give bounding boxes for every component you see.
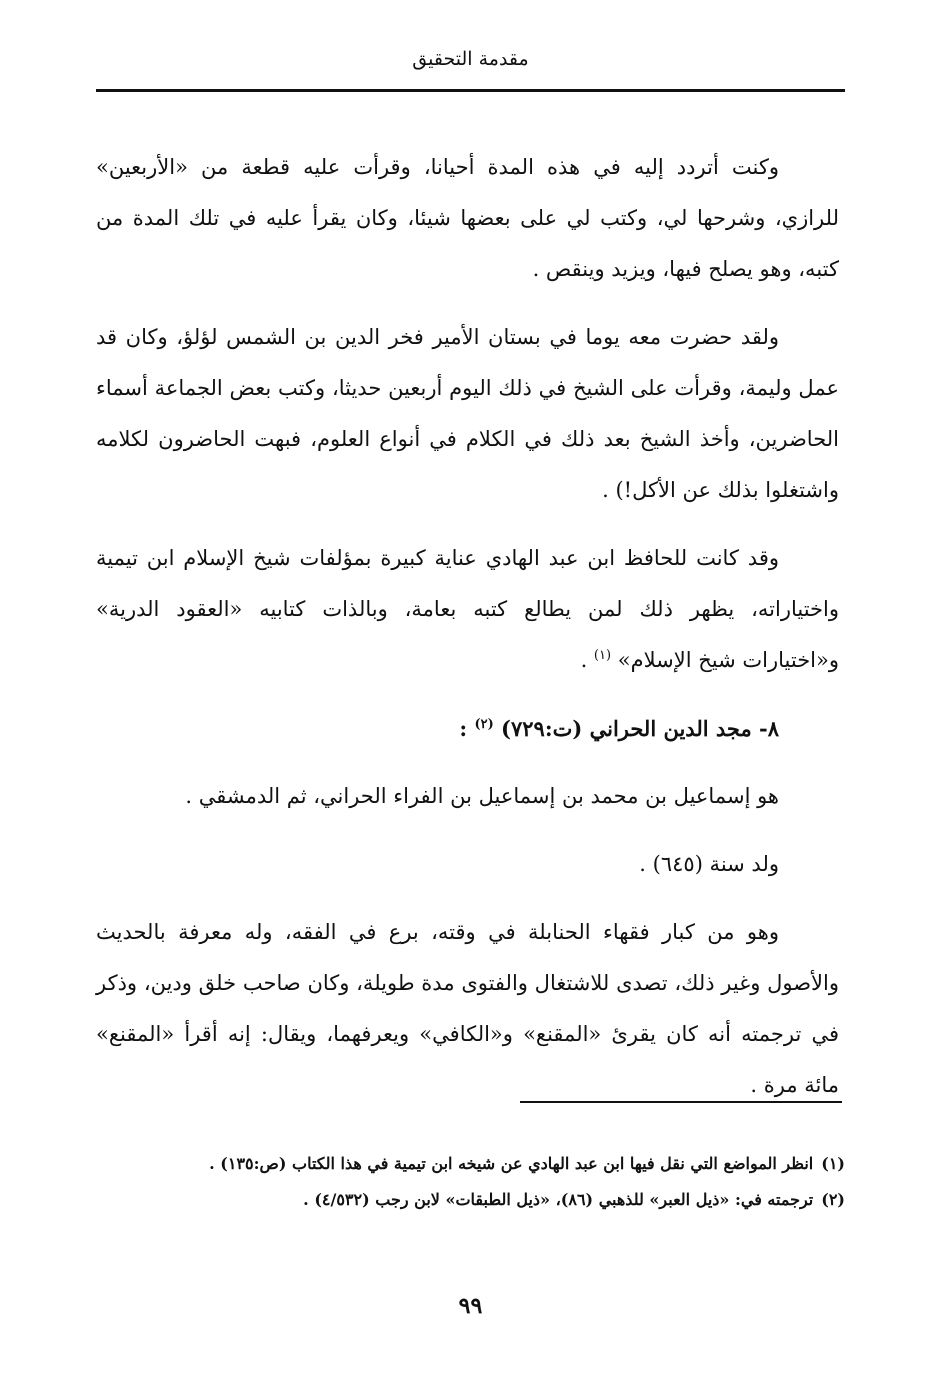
footnote-1-text: انظر المواضع التي نقل فيها ابن عبد الهادي عن شيخه ابن تيمية في هذا الكتاب (ص:١٣٥) . xyxy=(209,1154,814,1173)
body-text xyxy=(96,142,839,1128)
section-heading xyxy=(96,703,839,754)
paragraph-6: وهو من كبار فقهاء الحنابلة في وقته، برع في الفقه، وله معرفة بالحديث والأصول وغير ذلك، تصدى للاشتغال والفتوى مدة طويلة، وكان صاحب خلق ودين، وذكر في ترجمته أنه كان يقرئ «المقنع» و«الكافي» ويعرفهما، ويقال: إنه أقرأ «المقنع» مائة مرة . xyxy=(96,920,839,1097)
paragraph-3-text: وقد كانت للحافظ ابن عبد الهادي عناية كبيرة بمؤلفات شيخ الإسلام ابن تيمية واختياراته، يظهر ذلك لمن يطالع كتبه بعامة، وبالذات كتابيه «العقود الدرية» و«اختيارات شيخ الإسلام» xyxy=(96,546,839,672)
footnote-2 xyxy=(96,1182,845,1218)
paragraph-4: هو إسماعيل بن محمد بن إسماعيل بن الفراء الحراني، ثم الدمشقي . xyxy=(185,784,779,808)
paragraph-1: وكنت أتردد إليه في هذه المدة أحيانا، وقرأت عليه قطعة من «الأربعين» للرازي، وشرحها لي، وكتب لي على بعضها شيئا، وكان يقرأ عليه في تلك المدة من كتبه، وهو يصلح فيها، ويزيد وينقص . xyxy=(96,155,839,281)
footnote-1-number: (١) xyxy=(821,1154,845,1173)
paragraph-3 xyxy=(96,533,839,686)
paragraph-2: ولقد حضرت معه يوما في بستان الأمير فخر الدين بن الشمس لؤلؤ، وكان قد عمل وليمة، وقرأت على الشيخ في ذلك اليوم أربعين حديثا، وكتب بعض الجماعة أسماء الحاضرين، وأخذ الشيخ بعد ذلك في الكلام في أنواع العلوم، فبهت الحاضرون لكلامه واشتغلوا بذلك عن الأكل!) . xyxy=(96,325,839,502)
header-rule xyxy=(96,89,845,92)
footnotes xyxy=(96,1146,845,1218)
section-heading-text: ٨- مجد الدين الحراني (ت:٧٢٩) xyxy=(501,716,779,741)
footnote-1 xyxy=(96,1146,845,1182)
paragraph-5: ولد سنة (٦٤٥) . xyxy=(639,852,779,876)
footnote-ref-2: (٢) xyxy=(474,717,494,732)
footnote-2-number: (٢) xyxy=(821,1190,845,1209)
running-header: مقدمة التحقيق xyxy=(412,48,529,70)
paragraph-3-end: . xyxy=(580,648,594,672)
footnote-rule xyxy=(520,1101,842,1103)
footnote-2-text: ترجمته في: «ذيل العبر» للذهبي (٨٦)، «ذيل الطبقات» لابن رجب (٤/٥٣٢) . xyxy=(303,1190,814,1209)
page-number: ٩٩ xyxy=(458,1293,483,1319)
footnote-ref-1: (١) xyxy=(593,648,612,663)
section-heading-end: : xyxy=(459,716,475,741)
